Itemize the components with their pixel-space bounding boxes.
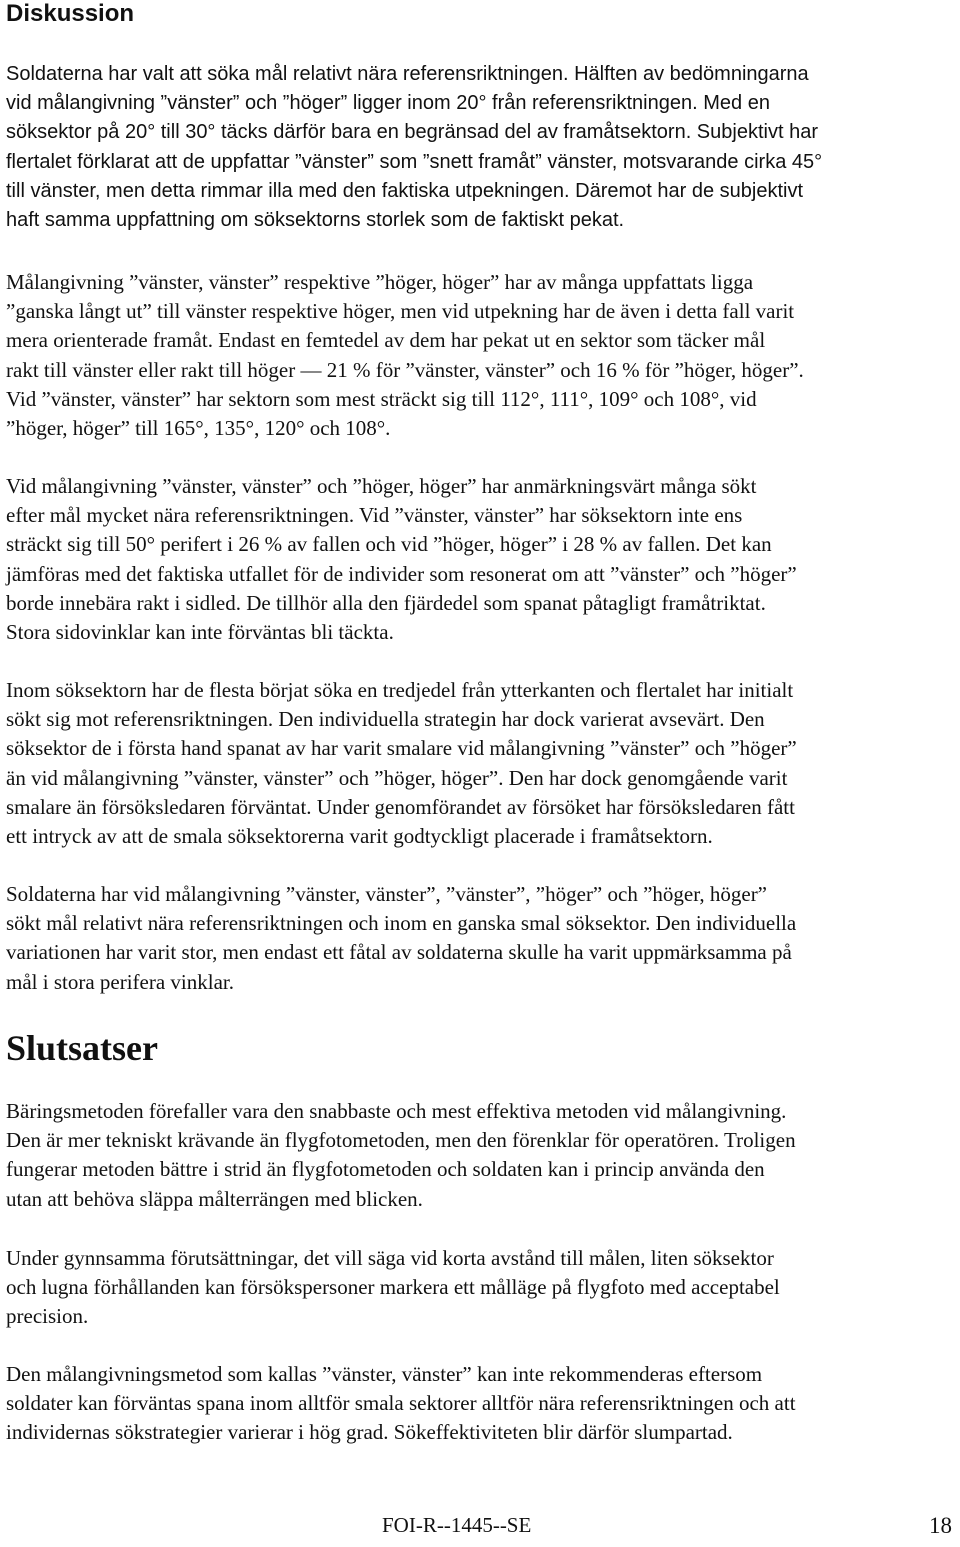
- text-line: jämföras med det faktiska utfallet för de individer som resonerat om att ”vänster” och ”höger”: [6, 561, 797, 586]
- page-number: 18: [929, 1513, 952, 1538]
- text-line: mera orienterade framåt. Endast en femtedel av dem har pekat ut en sektor som täcker mål: [6, 328, 766, 353]
- text-line: mål i stora perifera vinklar.: [6, 969, 234, 994]
- report-code: FOI-R--1445--SE: [382, 1513, 532, 1537]
- text-line: haft samma uppfattning om söksektorns storlek som de faktiskt pekat.: [6, 208, 625, 231]
- text-line: utan att behöva släppa målterrängen med blicken.: [6, 1186, 423, 1211]
- text-line: ett intryck av att de smala söksektorerna varit godtyckligt placerade i framåtsektorn.: [6, 823, 713, 848]
- text-line: sökt sig mot referensriktningen. Den individuella strategin har dock varierat avsevärt. Den: [6, 707, 765, 732]
- text-line: Målangivning ”vänster, vänster” respektive ”höger, höger” har av många uppfattats ligga: [6, 270, 754, 294]
- paragraph: [6, 1244, 958, 1332]
- text-line: borde innebära rakt i sidled. De tillhör alla den fjärdedel som spanat påtagligt framåtriktat.: [6, 590, 766, 615]
- paragraph: [6, 60, 958, 235]
- text-line: och lugna förhållanden kan försökspersoner markera ett målläge på flygfoto med acceptabel: [6, 1275, 780, 1300]
- paragraph: [6, 1360, 958, 1448]
- text-line: vid målangivning ”vänster” och ”höger” ligger inom 20° från referensriktningen. Med en: [6, 92, 770, 115]
- text-line: Inom söksektorn har de flesta börjat söka en tredjedel från ytterkanten och flertalet har initialt: [6, 678, 794, 702]
- text-line: Den målangivningsmetod som kallas ”vänster, vänster” kan inte rekommenderas eftersom: [6, 1362, 763, 1386]
- text-line: precision.: [6, 1304, 89, 1329]
- heading-diskussion: Diskussion: [6, 0, 135, 27]
- text-line: än vid målangivning ”vänster, vänster” och ”höger, höger”. Den har dock genomgående varit: [6, 765, 788, 790]
- paragraph: [6, 268, 958, 443]
- text-line: sträckt sig till 50° perifert i 26 % av fallen och vid ”höger, höger” i 28 % av fallen. Det kan: [6, 532, 772, 557]
- text-line: till vänster, men detta rimmar illa med den faktiska utpekningen. Däremot har de subjektivt: [6, 179, 804, 202]
- text-line: Soldaterna har valt att söka mål relativt nära referensriktningen. Hälften av bedömningarna: [6, 63, 809, 85]
- text-line: variationen har varit stor, men endast ett fåtal av soldaterna skulle ha varit uppmärksamma på: [6, 940, 792, 965]
- text-line: söksektor de i första hand spanat av har varit smalare vid målangivning ”vänster” och ”höger”: [6, 736, 797, 761]
- paragraph: [6, 676, 958, 851]
- text-line: Den är mer tekniskt krävande än flygfotometoden, men den förenklar för operatören. Troligen: [6, 1128, 796, 1153]
- heading-slutsatser: Slutsatser: [6, 1028, 158, 1068]
- text-line: ”höger, höger” till 165°, 135°, 120° och 108°.: [6, 415, 391, 440]
- text-line: smalare än försöksledaren förväntat. Under genomförandet av försöket har försöksledaren fått: [6, 794, 795, 819]
- paragraph: [6, 880, 958, 997]
- text-line: flertalet förklarat att de uppfattar ”vänster” som ”snett framåt” vänster, motsvarande cirka 45°: [6, 150, 823, 173]
- text-line: sökt mål relativt nära referensriktningen och inom en ganska smal söksektor. Den individuella: [6, 911, 797, 936]
- text-line: söksektor på 20° till 30° täcks därför bara en begränsad del av framåtsektorn. Subjektivt har: [6, 121, 818, 144]
- text-line: Stora sidovinklar kan inte förväntas bli täckta.: [6, 619, 394, 644]
- text-line: fungerar metoden bättre i strid än flygfotometoden och soldaten kan i princip använda den: [6, 1157, 765, 1182]
- text-line: ”ganska långt ut” till vänster respektive höger, men vid utpekning har de även i detta fall varit: [6, 299, 795, 324]
- text-line: Vid målangivning ”vänster, vänster” och ”höger, höger” har anmärkningsvärt många sökt: [6, 474, 757, 498]
- text-line: Under gynnsamma förutsättningar, det vill säga vid korta avstånd till målen, liten söksektor: [6, 1246, 774, 1270]
- text-line: rakt till vänster eller rakt till höger — 21 % för ”vänster, vänster” och 16 % för ”höger, höger”.: [6, 357, 804, 382]
- paragraph: [6, 1097, 958, 1214]
- text-line: Vid ”vänster, vänster” har sektorn som mest sträckt sig till 112°, 111°, 109° och 108°, vid: [6, 386, 757, 411]
- paragraph: [6, 472, 958, 647]
- text-line: soldater kan förväntas spana inom alltför smala sektorer alltför nära referensriktningen och att: [6, 1391, 796, 1416]
- text-line: efter mål mycket nära referensriktningen. Vid ”vänster, vänster” har söksektorn inte ens: [6, 503, 743, 528]
- text-line: Bäringsmetoden förefaller vara den snabbaste och mest effektiva metoden vid målangivning.: [6, 1099, 787, 1123]
- text-line: Soldaterna har vid målangivning ”vänster, vänster”, ”vänster”, ”höger” och ”höger, höger”: [6, 882, 768, 906]
- text-line: individernas sökstrategier varierar i hög grad. Sökeffektiviteten blir därför slumpartad.: [6, 1420, 733, 1445]
